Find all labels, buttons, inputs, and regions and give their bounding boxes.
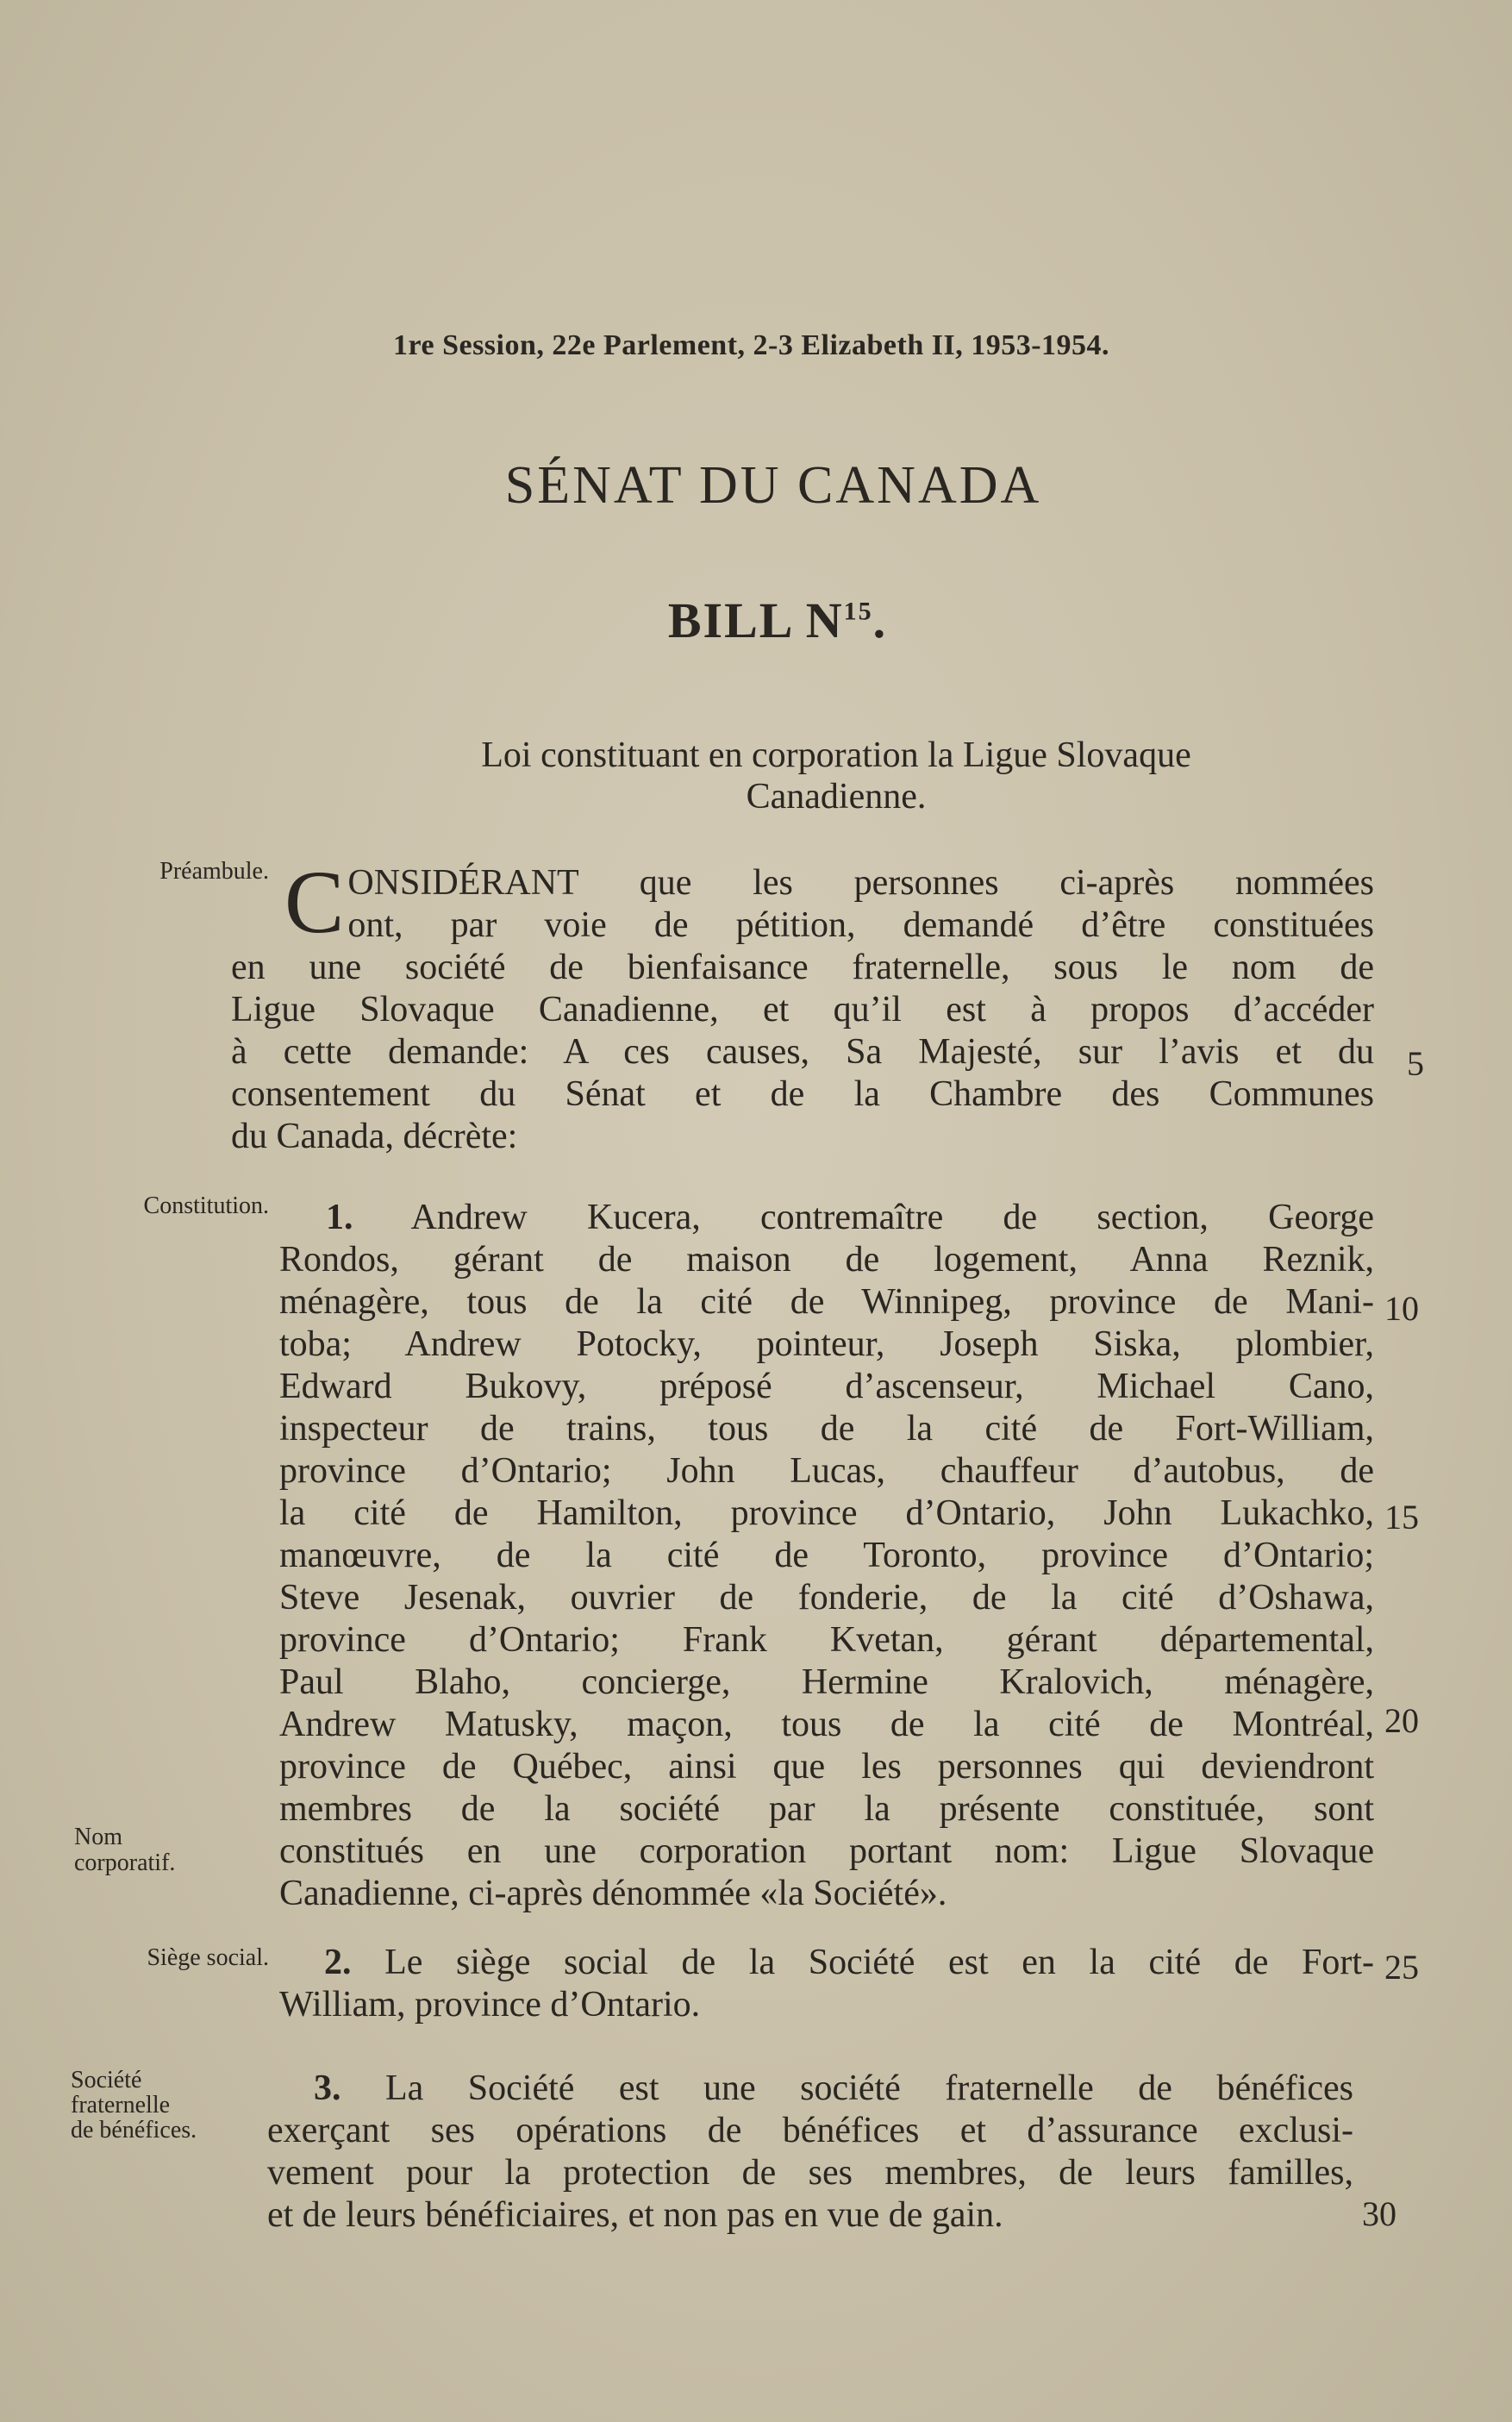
text-line: William, province d’Ontario. (279, 1985, 701, 2025)
text-line: province d’Ontario; John Lucas, chauffeur d’autobus, de (279, 1451, 1374, 1491)
text-line: exerçant ses opérations de bénéfices et d’assurance exclusi- (267, 2111, 1353, 2150)
section-3-first-line: La Société est une société fraternelle de bénéfices (385, 2068, 1354, 2108)
long-title (362, 735, 1310, 817)
section-1-first-line: Andrew Kucera, contremaître de section, George (410, 1198, 1374, 1237)
margin-note-line: corporatif. (74, 1849, 176, 1876)
line-number: 20 (1384, 1701, 1419, 1740)
text-line: membres de la société par la présente constituée, sont (279, 1789, 1374, 1829)
text-line: ménagère, tous de la cité de Winnipeg, province de Mani- (279, 1282, 1374, 1322)
margin-note-society (71, 2068, 278, 2143)
text-line: et de leurs bénéficiaires, et non pas en vue de gain. (267, 2195, 1003, 2235)
text-line: province de Québec, ainsi que les personnes qui deviendront (279, 1747, 1374, 1787)
margin-note-constitution: Constitution. (143, 1192, 269, 1219)
text-line: en une société de bienfaisance fraternelle, sous le nom de (231, 948, 1374, 987)
text-line: constitués en une corporation portant nom: Ligue Slovaque (279, 1831, 1374, 1871)
text-line: Canadienne, ci-après dénommée «la Société». (279, 1874, 947, 1913)
margin-note-line: Société (71, 2067, 142, 2093)
bill-label: BILL N (667, 592, 844, 648)
dropcap: C (284, 853, 345, 952)
text-line: manœuvre, de la cité de Toronto, province d’Ontario; (279, 1536, 1374, 1575)
text-line: inspecteur de trains, tous de la cité de Fort-William, (279, 1409, 1374, 1449)
margin-note-line: de bénéfices. (71, 2117, 197, 2144)
text-line: ONSIDÉRANT que les personnes ci-après nommées (347, 863, 1374, 903)
text-line: ont, par voie de pétition, demandé d’être constituées (347, 905, 1374, 945)
text-line: toba; Andrew Potocky, pointeur, Joseph Siska, plombier, (279, 1324, 1374, 1364)
margin-note-corporate-name (74, 1824, 281, 1876)
text-line: province d’Ontario; Frank Kvetan, gérant départemental, (279, 1620, 1374, 1660)
section-3 (267, 2068, 1353, 2237)
bill-period: . (872, 592, 888, 648)
section-2 (279, 1942, 1374, 2026)
text-line: à cette demande: A ces causes, Sa Majesté, sur l’avis et du (231, 1032, 1374, 1072)
preamble-paragraph (231, 853, 1374, 1158)
section-1 (279, 1197, 1374, 1915)
line-number: 25 (1384, 1948, 1419, 1987)
text-line: Andrew Matusky, maçon, tous de la cité de Montréal, (279, 1705, 1374, 1744)
line-number: 30 (1362, 2194, 1396, 2233)
line-number: 5 (1407, 1044, 1424, 1083)
text-line: Ligue Slovaque Canadienne, et qu’il est à propos d’accéder (231, 990, 1374, 1030)
session-header: 1re Session, 22e Parlement, 2-3 Elizabeth II, 1953-1954. (393, 329, 1110, 361)
text-line (279, 1942, 1374, 1984)
bill-title (0, 591, 1512, 649)
text-line: Steve Jesenak, ouvrier de fonderie, de la cité d’Oshawa, (279, 1578, 1374, 1618)
section-number: 1. (326, 1198, 353, 1237)
margin-note-preamble: Préambule. (159, 858, 269, 885)
section-number: 2. (324, 1943, 352, 1982)
bill-number: 15 (843, 597, 873, 626)
text-line: consentement du Sénat et de la Chambre des Communes (231, 1074, 1374, 1114)
text-line: Paul Blaho, concierge, Hermine Kralovich, ménagère, (279, 1662, 1374, 1702)
line-number: 15 (1384, 1498, 1419, 1536)
section-number: 3. (314, 2068, 341, 2108)
text-line: Rondos, gérant de maison de logement, Anna Reznik, (279, 1240, 1374, 1280)
margin-note-head-office: Siège social. (147, 1944, 269, 1971)
text-line: du Canada, décrète: (231, 1117, 518, 1156)
house-title: SÉNAT DU CANADA (504, 456, 1042, 515)
margin-note-line: fraternelle (71, 2092, 171, 2118)
margin-note-line: Nom (74, 1824, 122, 1850)
long-title-line: Canadienne. (746, 777, 927, 817)
section-2-first-line: Le siège social de la Société est en la cité de Fort- (384, 1943, 1374, 1982)
text-line: vement pour la protection de ses membres, de leurs familles, (267, 2153, 1353, 2193)
text-line: Edward Bukovy, préposé d’ascenseur, Michael Cano, (279, 1367, 1374, 1406)
text-line (279, 1197, 1374, 1239)
text-line (267, 2068, 1353, 2110)
text-line: la cité de Hamilton, province d’Ontario, John Lukachko, (279, 1493, 1374, 1533)
line-number: 10 (1384, 1289, 1419, 1328)
long-title-line: Loi constituant en corporation la Ligue Slovaque (481, 735, 1191, 775)
